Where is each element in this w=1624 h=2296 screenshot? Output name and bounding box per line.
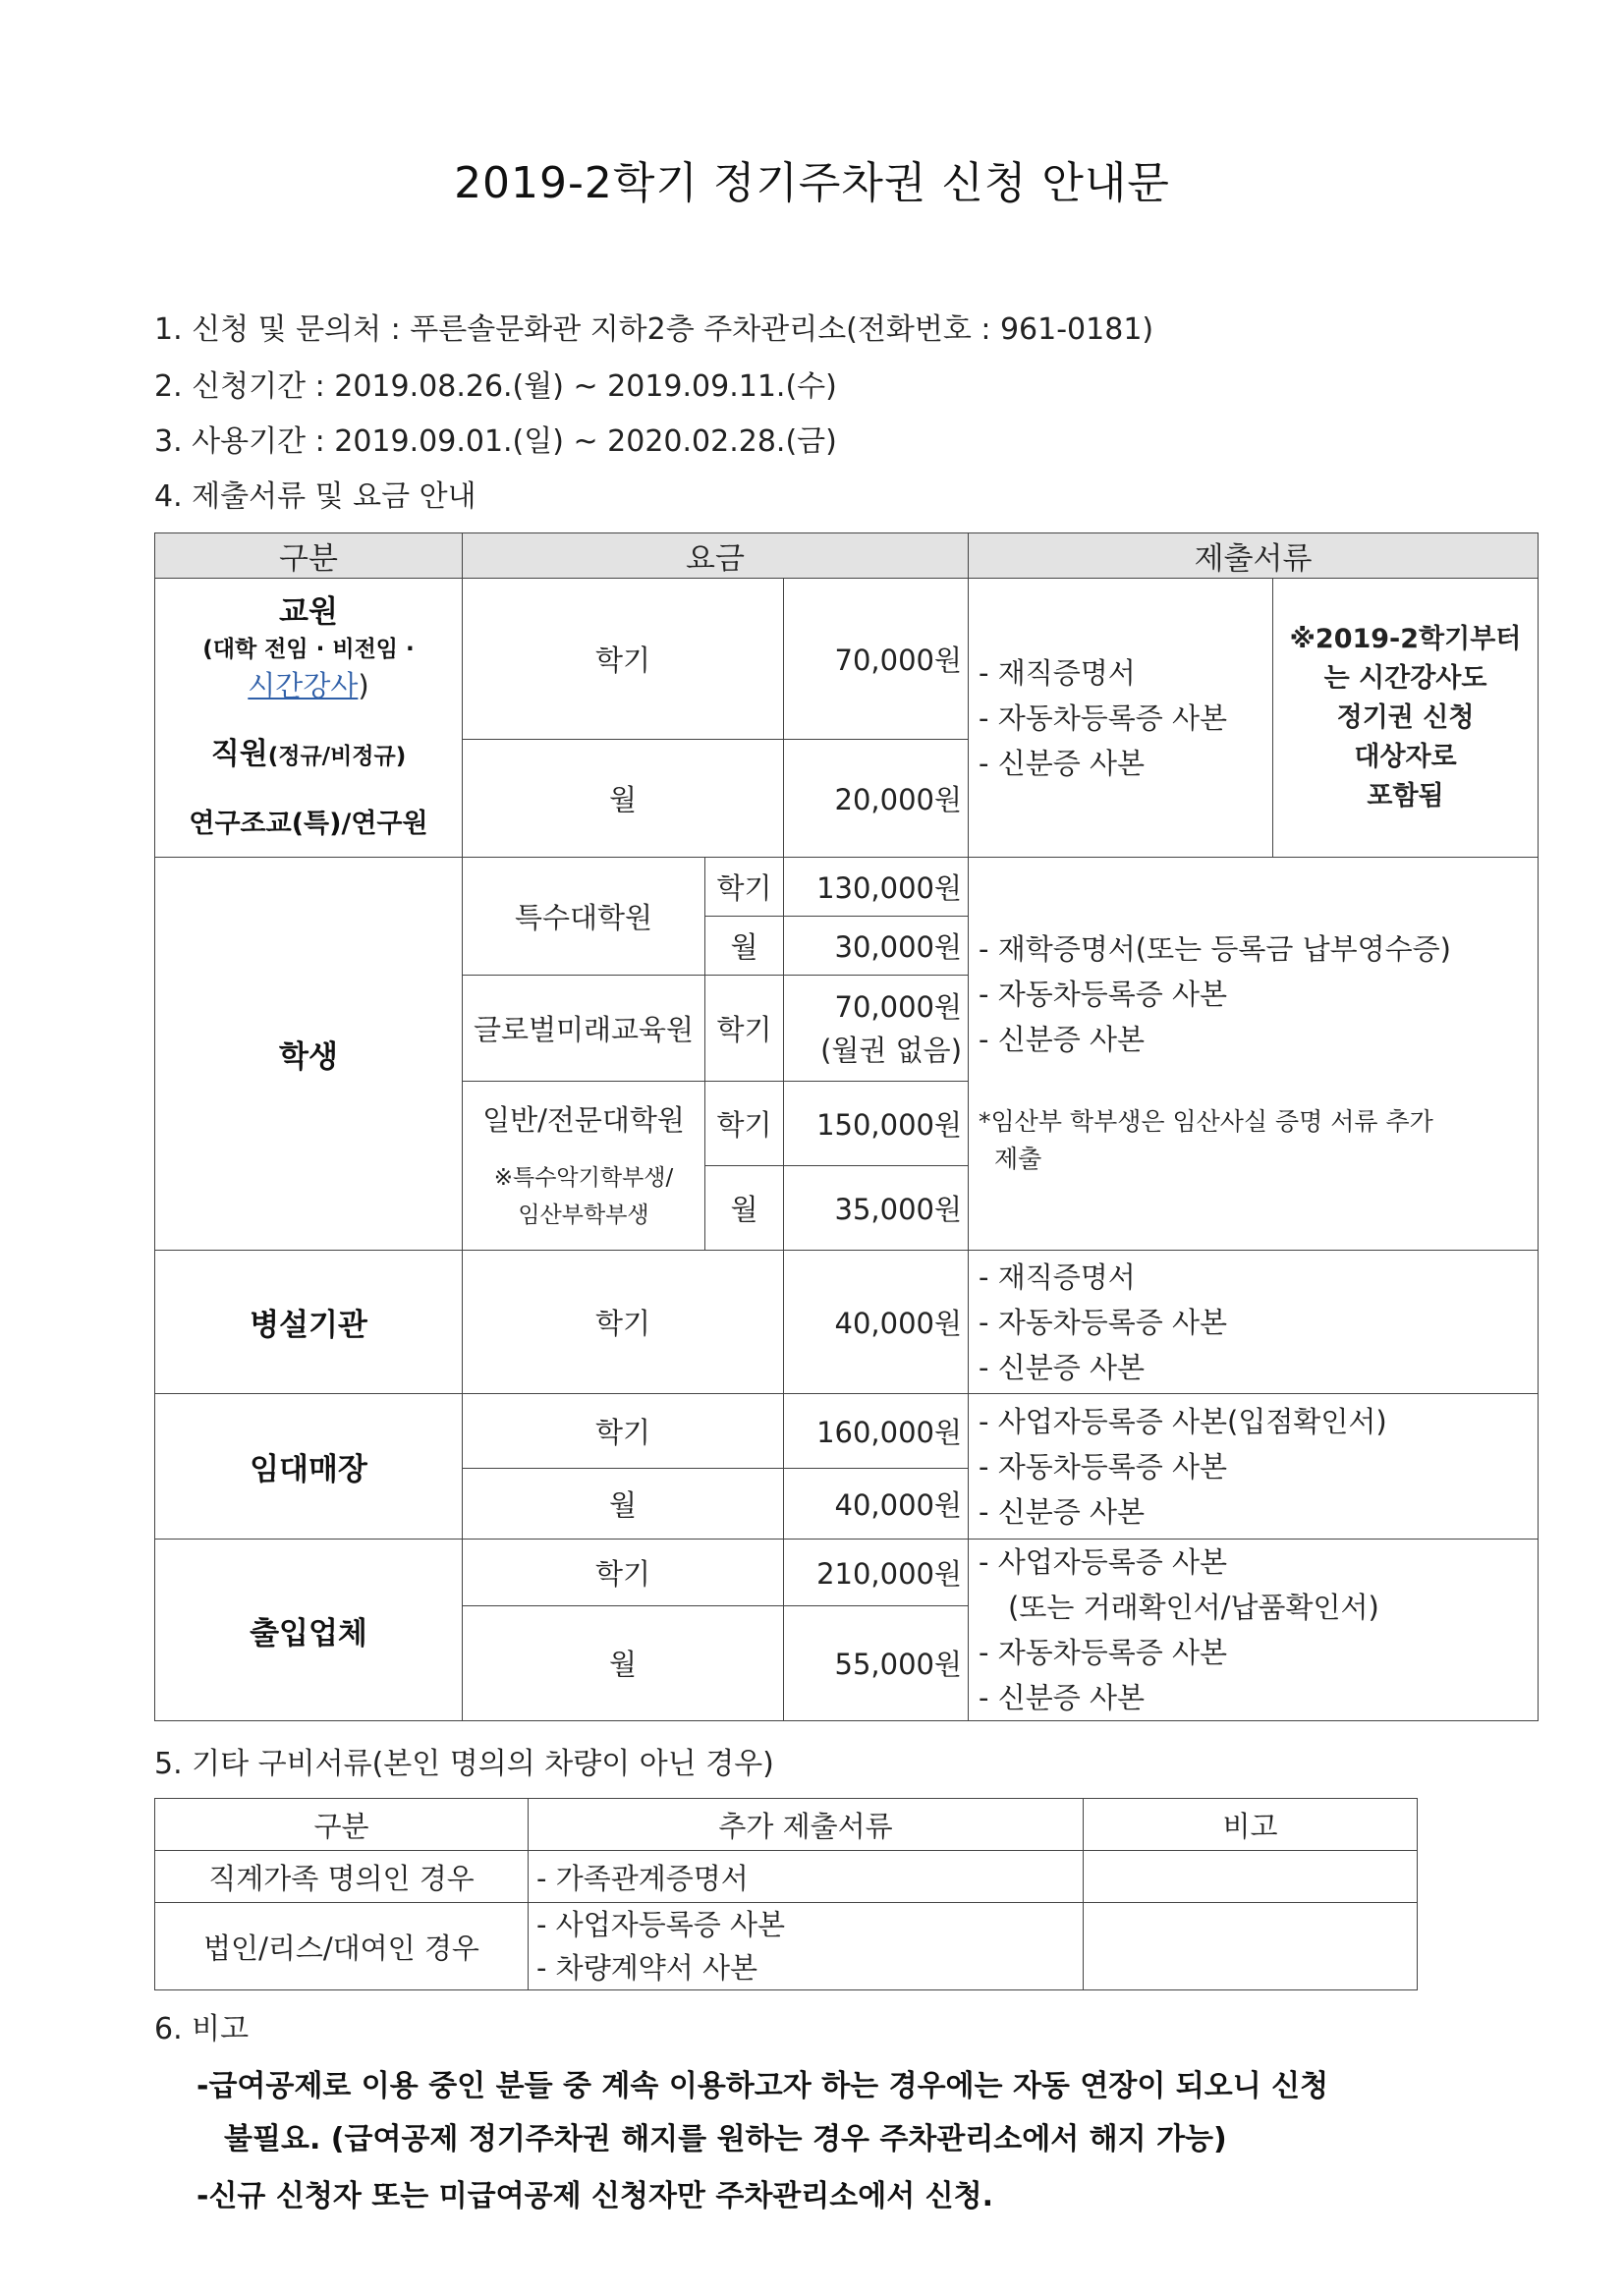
header-category: 구분	[155, 533, 463, 579]
general-period-semester: 학기	[705, 1082, 784, 1166]
lease-price-month: 40,000원	[784, 1469, 969, 1540]
extra-row-remark	[1084, 1903, 1418, 1990]
lease-price-semester: 160,000원	[784, 1394, 969, 1469]
lease-category: 임대매장	[155, 1394, 463, 1540]
global-period: 학기	[705, 976, 784, 1082]
extra-row-remark	[1084, 1851, 1418, 1903]
extra-row-category: 직계가족 명의인 경우	[155, 1851, 529, 1903]
faculty-docs: - 재직증명서 - 자동차등록증 사본 - 신분증 사본	[969, 579, 1273, 858]
item-apply-period: 2. 신청기간 : 2019.08.26.(월) ~ 2019.09.11.(수)	[154, 369, 837, 404]
general-price-semester: 150,000원	[784, 1082, 969, 1166]
affiliate-period: 학기	[463, 1251, 784, 1394]
special-price-semester: 130,000원	[784, 858, 969, 917]
item-use-period: 3. 사용기간 : 2019.09.01.(일) ~ 2020.02.28.(금)	[154, 424, 837, 459]
special-period-semester: 학기	[705, 858, 784, 917]
extra-header-category: 구분	[155, 1799, 529, 1851]
extra-header-docs: 추가 제출서류	[529, 1799, 1084, 1851]
extra-header-remark: 비고	[1084, 1799, 1418, 1851]
section6-heading: 6. 비고	[154, 2012, 250, 2046]
extra-docs-table	[154, 1798, 1418, 1990]
remark-line-3: -신규 신청자 또는 미급여공제 신청자만 주차관리소에서 신청.	[196, 2179, 994, 2213]
vendor-category: 출입업체	[155, 1540, 463, 1721]
fee-table	[154, 532, 1539, 1721]
student-docs: - 재학증명서(또는 등록금 납부영수증) - 자동차등록증 사본 - 신분증 사본 *임산부 학부생은 임산사실 증명 서류 추가 제출	[969, 858, 1539, 1251]
faculty-category: 교원 (대학 전임 · 비전임 · 시간강사) 직원(정규/비정규) 연구조교(특)/연구원	[155, 579, 463, 858]
header-docs: 제출서류	[969, 533, 1539, 579]
vendor-period-month: 월	[463, 1605, 784, 1720]
remark-line-2: 불필요. (급여공제 정기주차권 해지를 원하는 경우 주차관리소에서 해지 가능)	[224, 2122, 1227, 2156]
general-price-month: 35,000원	[784, 1166, 969, 1251]
extra-row-category: 법인/리스/대여인 경우	[155, 1903, 529, 1990]
faculty-period-semester: 학기	[463, 579, 784, 740]
lease-docs: - 사업자등록증 사본(입점확인서) - 자동차등록증 사본 - 신분증 사본	[969, 1394, 1539, 1540]
faculty-price-month: 20,000원	[784, 740, 969, 858]
special-price-month: 30,000원	[784, 917, 969, 976]
page-title: 2019-2학기 정기주차권 신청 안내문	[454, 158, 1170, 208]
vendor-docs: - 사업자등록증 사본 (또는 거래확인서/납품확인서) - 자동차등록증 사본 - 신분증 사본	[969, 1540, 1539, 1721]
global-label: 글로벌미래교육원	[463, 976, 705, 1082]
affiliate-category: 병설기관	[155, 1251, 463, 1394]
vendor-price-semester: 210,000원	[784, 1540, 969, 1606]
faculty-period-month: 월	[463, 740, 784, 858]
lease-period-month: 월	[463, 1469, 784, 1540]
faculty-price-semester: 70,000원	[784, 579, 969, 740]
lecturer-link[interactable]: 시간강사	[248, 669, 359, 702]
vendor-price-month: 55,000원	[784, 1605, 969, 1720]
special-grad-label: 특수대학원	[463, 858, 705, 976]
special-period-month: 월	[705, 917, 784, 976]
item-docs-fee: 4. 제출서류 및 요금 안내	[154, 479, 476, 514]
affiliate-price: 40,000원	[784, 1251, 969, 1394]
section5-heading: 5. 기타 구비서류(본인 명의의 차량이 아닌 경우)	[154, 1747, 774, 1781]
general-grad-label: 일반/전문대학원 ※특수악기학부생/ 임산부학부생	[463, 1082, 705, 1251]
lease-period-semester: 학기	[463, 1394, 784, 1469]
faculty-note: ※2019-2학기부터 는 시간강사도 정기권 신청 대상자로 포함됨	[1273, 579, 1539, 858]
extra-row-docs: - 사업자등록증 사본 - 차량계약서 사본	[529, 1903, 1084, 1990]
affiliate-docs: - 재직증명서 - 자동차등록증 사본 - 신분증 사본	[969, 1251, 1539, 1394]
general-period-month: 월	[705, 1166, 784, 1251]
global-price: 70,000원 (월권 없음)	[784, 976, 969, 1082]
header-fee: 요금	[463, 533, 969, 579]
student-category: 학생	[155, 858, 463, 1251]
remark-line-1: -급여공제로 이용 중인 분들 중 계속 이용하고자 하는 경우에는 자동 연장이 되오니 신청	[196, 2069, 1329, 2103]
item-contact: 1. 신청 및 문의처 : 푸른솔문화관 지하2층 주차관리소(전화번호 : 961-0181)	[154, 312, 1154, 347]
extra-row-docs: - 가족관계증명서	[529, 1851, 1084, 1903]
vendor-period-semester: 학기	[463, 1540, 784, 1606]
